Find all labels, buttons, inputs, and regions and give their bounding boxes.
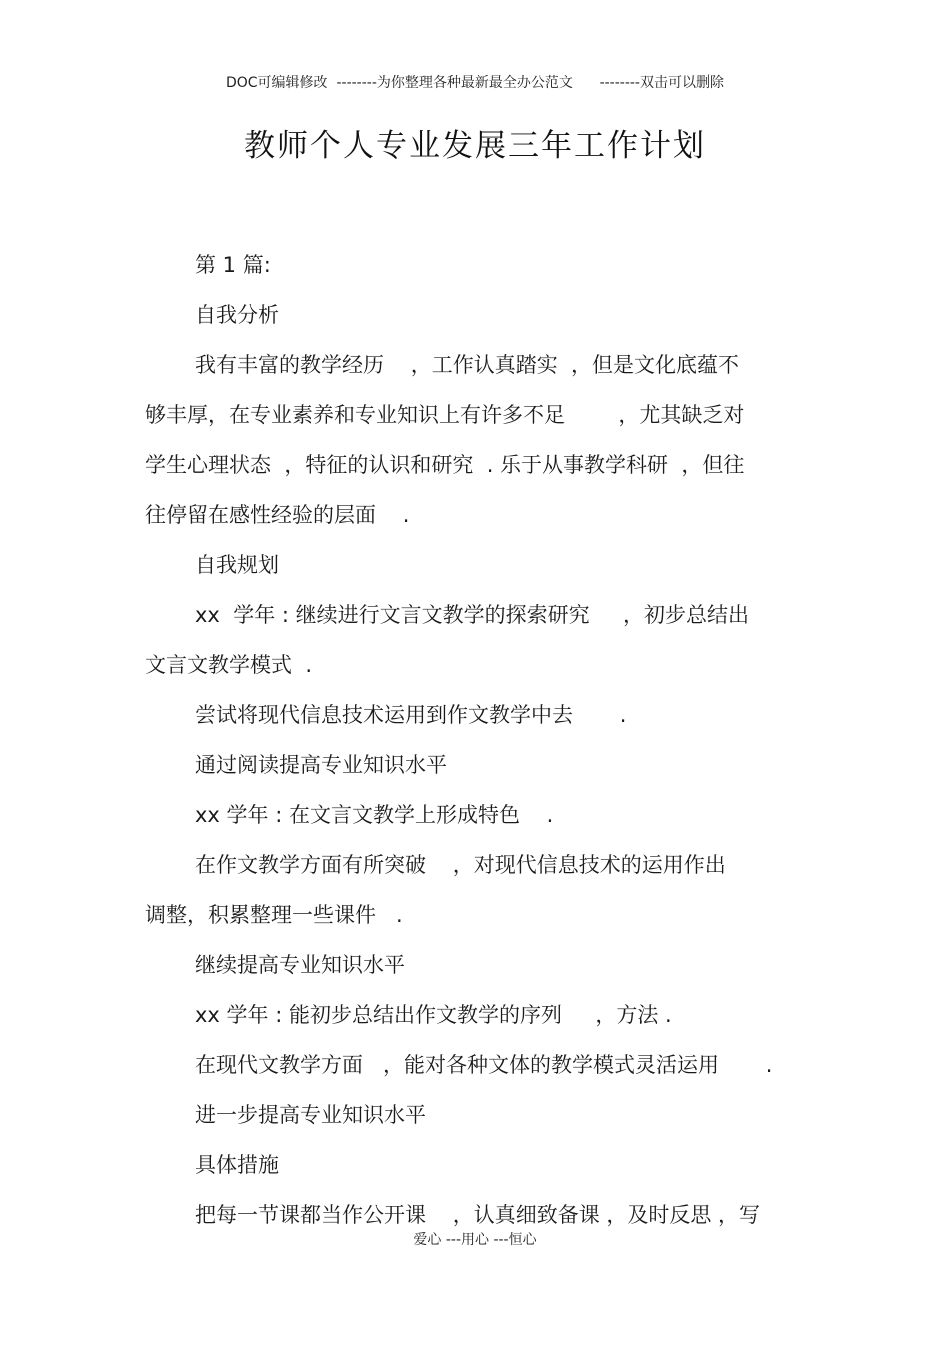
body-line: xx 学年 : 继续进行文言文教学的探索研究 ，初步总结出 [195,603,750,627]
body-line: 具体措施 [195,1153,279,1177]
body-line: 往停留在感性经验的层面 . [145,503,410,527]
body-line: 在现代文教学方面 ，能对各种文体的教学模式灵活运用 . [195,1053,773,1077]
document-title: 教师个人专业发展三年工作计划 [244,128,706,164]
body-line: 进一步提高专业知识水平 [195,1103,426,1127]
body-line: 自我规划 [195,553,279,577]
body-line: 我有丰富的教学经历 ，工作认真踏实 ，但是文化底蕴不 [195,353,740,377]
body-line: 调整，积累整理一些课件 . [145,903,403,927]
body-line: 在作文教学方面有所突破 ，对现代信息技术的运用作出 [195,853,726,877]
body-line: 自我分析 [195,303,279,327]
document-body [145,240,825,1240]
body-line: 够丰厚，在专业素养和专业知识上有许多不足 ，尤其缺乏对 [145,403,745,427]
body-line: xx 学年 : 在文言文教学上形成特色 . [195,803,554,827]
body-line: 尝试将现代信息技术运用到作文教学中去 . [195,703,627,727]
body-line: 通过阅读提高专业知识水平 [195,753,447,777]
page-header: DOC可编辑修改 --------为你整理各种最新最全办公范文 --------双击可以删除 [225,75,724,91]
page-footer: 爱心 ---用心 ---恒心 [413,1232,537,1248]
body-line: 第 1 篇: [195,253,271,277]
body-line: 文言文教学模式 . [145,653,313,677]
body-line: xx 学年 : 能初步总结出作文教学的序列 ，方法 . [195,1003,672,1027]
body-line: 学生心理状态 ，特征的认识和研究 . 乐于从事教学科研 ，但往 [145,453,745,477]
body-line: 继续提高专业知识水平 [195,953,405,977]
body-line: 把每一节课都当作公开课 ，认真细致备课 ，及时反思 ，写 [195,1203,761,1227]
